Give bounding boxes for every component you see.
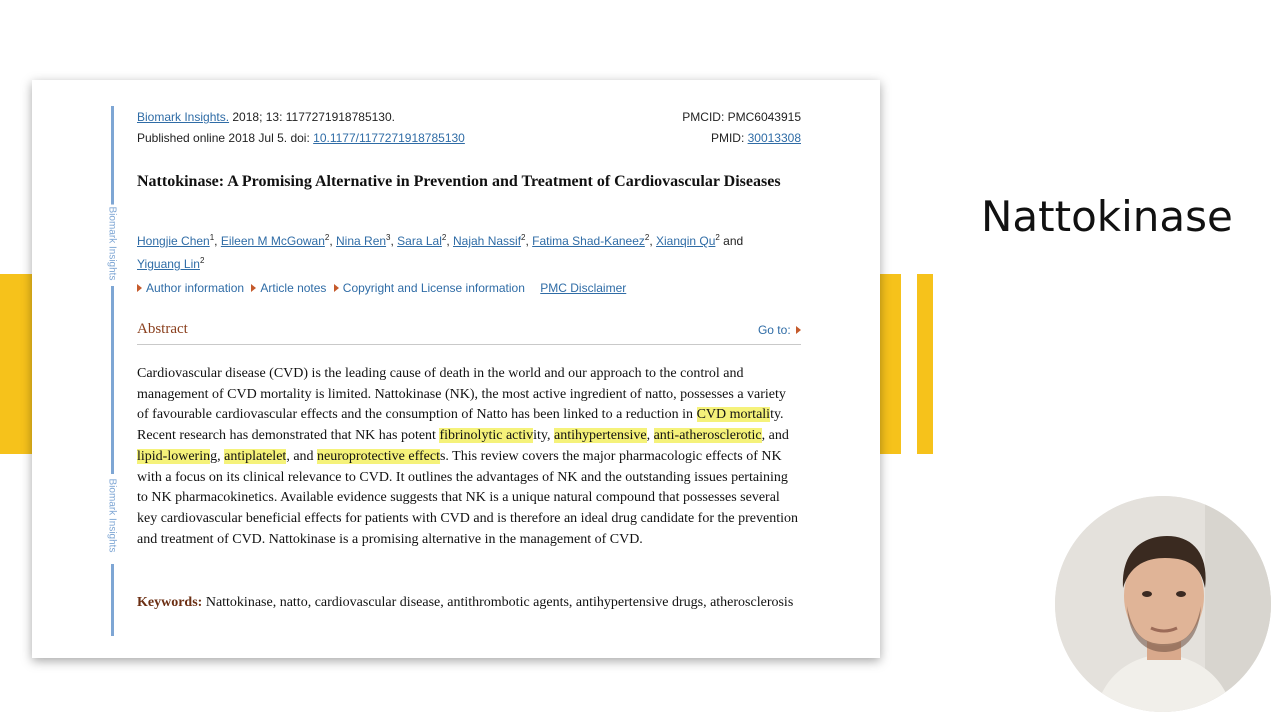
author-affiliation: 2 (199, 256, 205, 265)
pmid-link[interactable]: 30013308 (747, 131, 801, 145)
keywords-text: Nattokinase, natto, cardiovascular disease, antithrombotic agents, antihypertensive drugs, atherosclerosis (202, 595, 794, 610)
presenter-avatar (1055, 496, 1271, 712)
article-notes-bar (137, 281, 626, 295)
author-link[interactable]: Fatima Shad-Kaneez (532, 234, 645, 248)
author-link[interactable]: Najah Nassif (453, 234, 522, 248)
triangle-right-icon (334, 284, 339, 292)
pmid-line (711, 131, 801, 145)
presenter-webcam (1055, 496, 1271, 712)
author-link[interactable]: Sara Lal (397, 234, 442, 248)
article-title: Nattokinase: A Promising Alternative in Prevention and Treatment of Cardiovascular Diseases (137, 173, 781, 190)
pmcid: PMCID: PMC6043915 (682, 110, 801, 124)
copyright-toggle[interactable]: Copyright and License information (334, 281, 525, 295)
sidebar-rule (111, 286, 114, 474)
highlight: anti-atherosclerotic (653, 428, 762, 444)
and-word: and (719, 234, 744, 248)
author-list: Hongjie Chen$^1$, Eileen M McGowan$^2$, Nina Ren$^3$, Sara Lal$^2$, Najah Nassif$^2$, Fatima Shad-Kaneez$^2$, Xianqin Qu$^2$ and Yiguang Lin$^2$ (137, 233, 744, 271)
author-link[interactable]: Eileen M McGowan (220, 234, 325, 248)
accent-band-right (917, 274, 933, 454)
author-information-toggle[interactable]: Author information (137, 281, 244, 295)
triangle-right-icon (796, 326, 801, 334)
slide-title: Nattokinase (981, 192, 1233, 241)
author-affiliation: 3 (386, 233, 391, 242)
highlight: lipid-lowerin (137, 448, 211, 464)
article-screenshot (32, 80, 880, 658)
published-line (137, 131, 465, 145)
author-link[interactable]: Hongjie Chen (137, 234, 210, 248)
author-affiliation: 1 (209, 233, 215, 242)
highlight: neuroprotective effect (317, 448, 440, 464)
abstract-heading: Abstract (137, 321, 188, 337)
sidebar-rule (111, 106, 114, 206)
highlight: CVD mortali (696, 407, 771, 423)
sidebar-journal-label: Biomark Insights (106, 478, 118, 553)
author-link[interactable]: Nina Ren (336, 234, 387, 248)
pmid-label: PMID: (710, 131, 748, 145)
citation-text: 2018; 13: 1177271918785130. (229, 110, 395, 124)
keywords-label: Keywords: (137, 595, 203, 610)
accent-band-middle (880, 274, 901, 454)
author-link[interactable]: Yiguang Lin (137, 257, 200, 271)
highlight: fibrinolytic activ (439, 428, 534, 444)
highlight: antiplatelet (224, 448, 287, 464)
author-link[interactable]: Xianqin Qu (656, 234, 716, 248)
article-notes-toggle[interactable]: Article notes (251, 281, 326, 295)
keywords (137, 593, 801, 614)
author-affiliation: 2 (715, 233, 720, 242)
triangle-right-icon (137, 284, 142, 292)
citation-line (137, 110, 395, 124)
sidebar-rule (111, 564, 114, 636)
sidebar-journal-label: Biomark Insights (106, 206, 118, 281)
author-affiliation: 2 (324, 233, 330, 242)
pmc-disclaimer-link[interactable]: PMC Disclaimer (540, 281, 627, 295)
author-affiliation: 2 (644, 233, 650, 242)
goto-menu[interactable]: Go to: (758, 323, 801, 337)
doi-link[interactable]: 10.1177/1177271918785130 (313, 131, 465, 145)
abstract-header (137, 320, 801, 345)
accent-band-left (0, 274, 32, 454)
journal-link[interactable]: Biomark Insights. (137, 110, 230, 124)
author-affiliation: 2 (521, 233, 526, 242)
published-text: Published online 2018 Jul 5. doi: (137, 131, 314, 145)
abstract-text: Cardiovascular disease (CVD) is the leading cause of death in the world and our approach to the control and management of CVD mortality is limited. Nattokinase (NK), the most active ingredient of natto, possesses a variety of favourable cardiovascular effects and the consumption of Natto has been linked to a reduction in CVD mortality. Recent research has demonstrated that NK has potent fibrinolytic activity, antihypertensive, anti-atherosclerotic, and lipid-lowering, antiplatelet, and neuroprotective effects. This review covers the major pharmacologic effects of NK with a focus on its clinical relevance to CVD. It outlines the advantages of NK and the outstanding issues pertaining to NK pharmacokinetics. Available evidence suggests that NK is a unique natural compound that possesses several key cardiovascular beneficial effects for patients with CVD and is therefore an ideal drug candidate for the prevention and treatment of CVD. Nattokinase is a promising alternative in the management of CVD. (137, 366, 798, 547)
highlight: antihypertensive (554, 428, 647, 444)
triangle-right-icon (251, 284, 256, 292)
author-affiliation: 2 (441, 233, 447, 242)
